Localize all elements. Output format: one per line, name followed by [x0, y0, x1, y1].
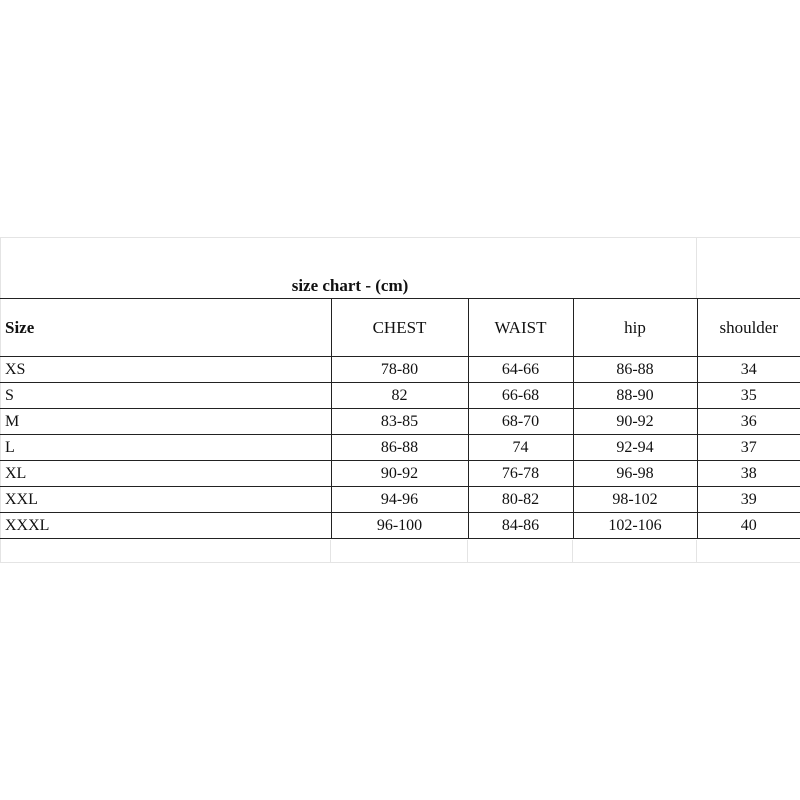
waist-cell: 80-82	[468, 487, 573, 513]
table-row	[0, 409, 800, 435]
waist-cell: 74	[468, 435, 573, 461]
grid-line-vertical	[330, 540, 331, 562]
hip-cell: 86-88	[573, 357, 697, 383]
size-cell: S	[0, 383, 331, 409]
grid-line-top	[0, 237, 800, 238]
header-hip: hip	[573, 299, 697, 357]
shoulder-cell: 38	[697, 461, 800, 487]
chest-cell: 96-100	[331, 513, 468, 539]
header-chest: CHEST	[331, 299, 468, 357]
header-size: Size	[0, 299, 331, 357]
size-cell: XS	[0, 357, 331, 383]
table-row	[0, 513, 800, 539]
chest-cell: 83-85	[331, 409, 468, 435]
grid-line-bottom	[0, 562, 800, 563]
hip-cell: 92-94	[573, 435, 697, 461]
shoulder-cell: 34	[697, 357, 800, 383]
waist-cell: 76-78	[468, 461, 573, 487]
hip-cell: 88-90	[573, 383, 697, 409]
size-cell: XXXL	[0, 513, 331, 539]
size-cell: L	[0, 435, 331, 461]
shoulder-cell: 35	[697, 383, 800, 409]
waist-cell: 64-66	[468, 357, 573, 383]
table-row	[0, 435, 800, 461]
chest-cell: 94-96	[331, 487, 468, 513]
size-chart-table	[0, 298, 800, 539]
shoulder-cell: 37	[697, 435, 800, 461]
waist-cell: 68-70	[468, 409, 573, 435]
table-row	[0, 357, 800, 383]
table-row	[0, 487, 800, 513]
size-cell: XL	[0, 461, 331, 487]
chart-title: size chart - (cm)	[291, 276, 409, 295]
hip-cell: 96-98	[573, 461, 697, 487]
shoulder-cell: 39	[697, 487, 800, 513]
waist-cell: 84-86	[468, 513, 573, 539]
table-row	[0, 461, 800, 487]
chest-cell: 78-80	[331, 357, 468, 383]
chest-cell: 86-88	[331, 435, 468, 461]
header-waist: WAIST	[468, 299, 573, 357]
size-cell: M	[0, 409, 331, 435]
chest-cell: 90-92	[331, 461, 468, 487]
header-row	[0, 299, 800, 357]
hip-cell: 102-106	[573, 513, 697, 539]
size-cell: XXL	[0, 487, 331, 513]
table-row	[0, 383, 800, 409]
header-shoulder: shoulder	[697, 299, 800, 357]
shoulder-cell: 36	[697, 409, 800, 435]
shoulder-cell: 40	[697, 513, 800, 539]
grid-line-vertical	[572, 540, 573, 562]
grid-line-vertical	[696, 540, 697, 562]
grid-line-vertical	[467, 540, 468, 562]
grid-line-vertical	[696, 237, 697, 298]
waist-cell: 66-68	[468, 383, 573, 409]
chest-cell: 82	[331, 383, 468, 409]
hip-cell: 98-102	[573, 487, 697, 513]
hip-cell: 90-92	[573, 409, 697, 435]
